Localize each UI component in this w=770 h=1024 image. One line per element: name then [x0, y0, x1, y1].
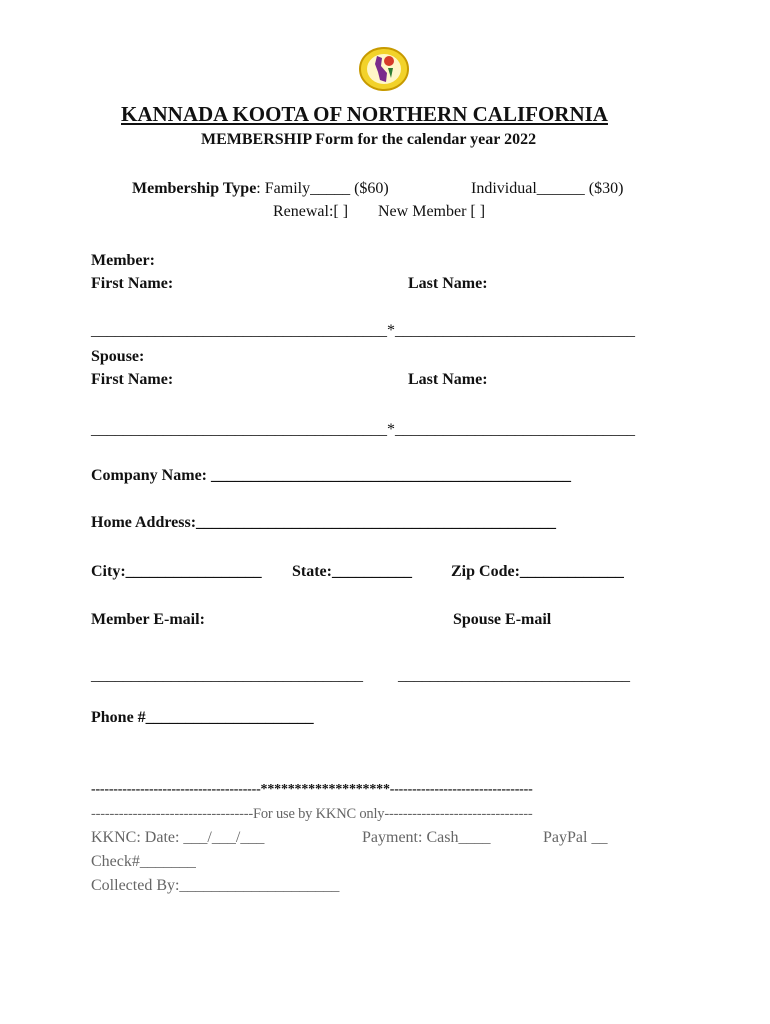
office-payment-cash: Payment: Cash____	[362, 829, 491, 846]
office-paypal: PayPal __	[543, 829, 608, 846]
office-divider: --------------------------------------*******************--------------------------------	[91, 782, 533, 797]
page-title: KANNADA KOOTA OF NORTHERN CALIFORNIA	[121, 102, 608, 126]
member-email-field[interactable]: __________________________________	[91, 667, 363, 684]
spouse-heading: Spouse:	[91, 348, 145, 365]
kknc-emblem-icon	[358, 46, 410, 92]
member-last-name-label: Last Name:	[408, 275, 488, 292]
spouse-email-field[interactable]: _____________________________	[398, 667, 630, 684]
spouse-first-name-label: First Name:	[91, 371, 174, 388]
member-heading: Member:	[91, 252, 155, 269]
spouse-email-label: Spouse E-mail	[453, 611, 552, 628]
zip-code-field[interactable]: Zip Code:_____________	[451, 563, 624, 580]
new-member-option[interactable]: New Member [ ]	[378, 203, 486, 220]
spouse-name-field[interactable]: _____________________________________*______________________________	[91, 421, 635, 438]
family-option[interactable]: : Family_____ ($60)	[256, 180, 389, 197]
member-email-label: Member E-mail:	[91, 611, 205, 628]
office-check: Check#_______	[91, 853, 196, 870]
office-collected-by: Collected By:____________________	[91, 877, 340, 894]
office-use-heading: -----------------------------------For use by KKNC only--------------------------------	[91, 806, 533, 822]
city-field[interactable]: City:_________________	[91, 563, 262, 580]
office-date-field: KKNC: Date: ___/___/___	[91, 829, 265, 846]
individual-option[interactable]: Individual______ ($30)	[471, 180, 624, 197]
membership-type-label: Membership Type	[132, 180, 257, 197]
company-name-field[interactable]: Company Name: _____________________________________________	[91, 467, 571, 484]
spouse-last-name-label: Last Name:	[408, 371, 488, 388]
phone-field[interactable]: Phone #_____________________	[91, 709, 314, 726]
membership-type-row	[132, 180, 389, 198]
page-subtitle: MEMBERSHIP Form for the calendar year 2022	[201, 131, 537, 148]
home-address-field[interactable]: Home Address:_____________________________________________	[91, 514, 557, 531]
renewal-option[interactable]: Renewal:[ ]	[273, 203, 349, 220]
member-first-name-label: First Name:	[91, 275, 174, 292]
member-name-field[interactable]: _____________________________________*______________________________	[91, 322, 635, 339]
state-field[interactable]: State:__________	[292, 563, 412, 580]
